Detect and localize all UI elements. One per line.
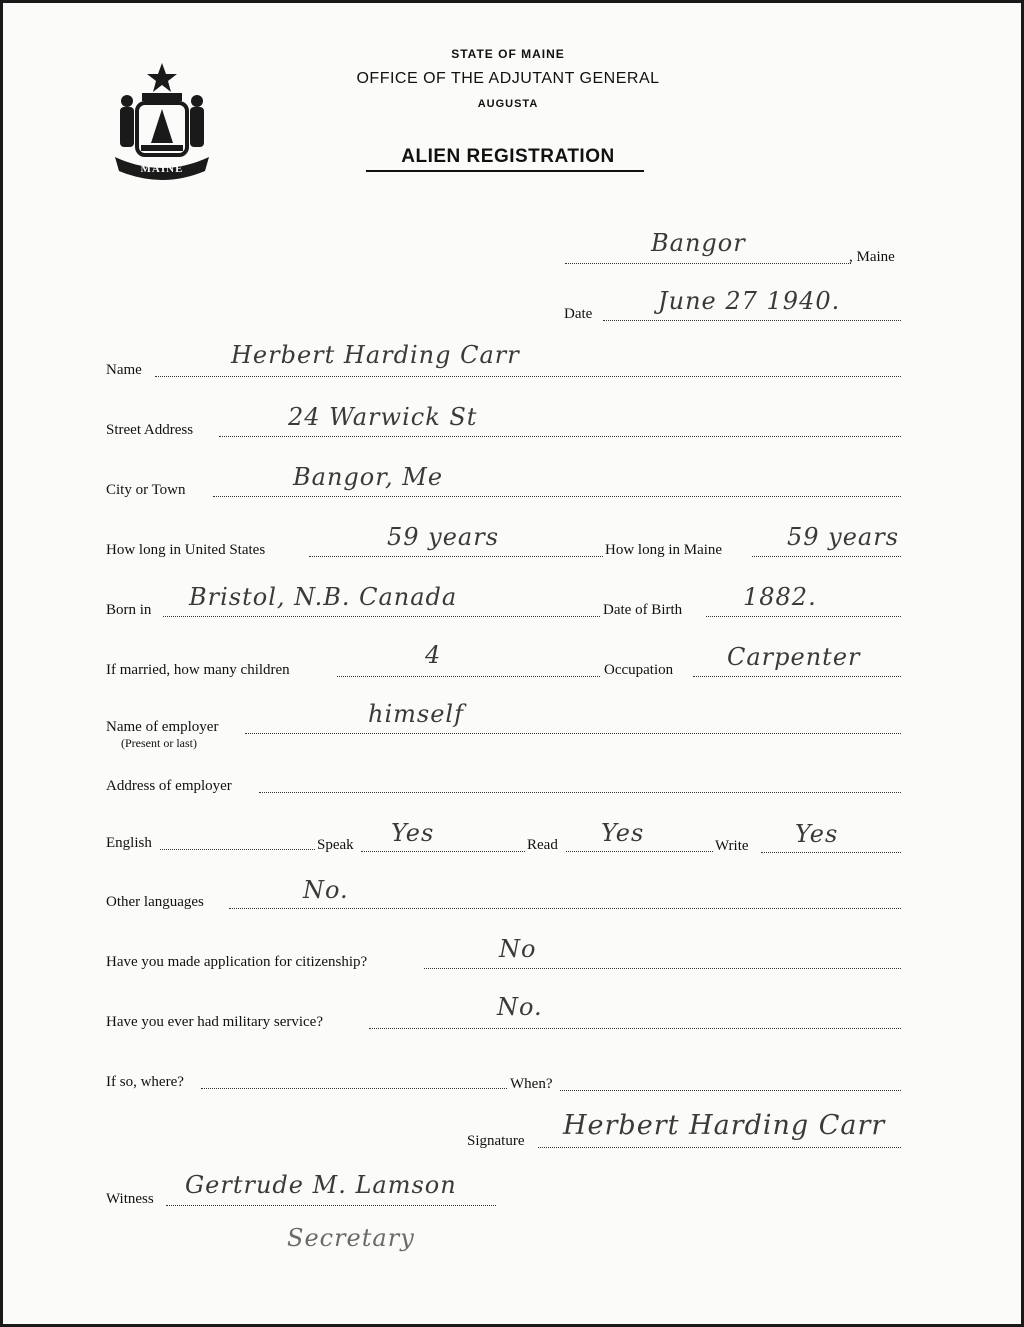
office-heading: OFFICE OF THE ADJUTANT GENERAL [356, 70, 660, 87]
citizenship-label: Have you made application for citizenship? [106, 954, 368, 970]
signature-line [538, 1147, 901, 1148]
how-long-maine-line [752, 556, 901, 557]
military-label: Have you ever had military service? [106, 1014, 323, 1030]
children-line [337, 676, 600, 677]
how-long-us-line [309, 556, 603, 557]
occupation-value[interactable]: Carpenter [727, 643, 861, 671]
street-label: Street Address [106, 422, 194, 438]
speak-value[interactable]: Yes [391, 819, 435, 847]
read-line [566, 851, 713, 852]
employer-line [245, 733, 901, 734]
how-long-maine-value[interactable]: 59 years [787, 523, 900, 551]
occupation-line [693, 676, 901, 677]
how-long-us-label: How long in United States [106, 542, 266, 558]
write-line [761, 852, 901, 853]
read-value[interactable]: Yes [601, 819, 645, 847]
city-line [213, 496, 901, 497]
where-label: If so, where? [106, 1074, 184, 1090]
witness-label: Witness [106, 1191, 154, 1207]
write-value[interactable]: Yes [795, 820, 839, 848]
witness-line [166, 1205, 496, 1206]
name-value[interactable]: Herbert Harding Carr [231, 341, 520, 369]
signature-value[interactable]: Herbert Harding Carr [563, 1110, 886, 1141]
street-line [219, 436, 901, 437]
citizenship-value[interactable]: No [499, 935, 537, 963]
date-line [603, 320, 901, 321]
city-value[interactable]: Bangor, Me [293, 463, 444, 491]
place-value[interactable]: Bangor [651, 229, 746, 257]
witness-title: Secretary [287, 1224, 415, 1252]
form-title: ALIEN REGISTRATION [401, 146, 615, 167]
employer-note: (Present or last) [121, 736, 197, 750]
witness-value[interactable]: Gertrude M. Lamson [185, 1171, 457, 1199]
how-long-us-value[interactable]: 59 years [387, 523, 500, 551]
children-label: If married, how many children [106, 662, 290, 678]
when-label: When? [510, 1076, 553, 1092]
read-label: Read [527, 837, 558, 853]
born-in-line [163, 616, 600, 617]
title-underline [366, 170, 644, 172]
english-line [160, 849, 315, 850]
occupation-label: Occupation [604, 662, 674, 678]
name-line [155, 376, 901, 377]
military-value[interactable]: No. [497, 993, 543, 1021]
when-line [560, 1090, 901, 1091]
born-in-value[interactable]: Bristol, N.B. Canada [189, 583, 458, 611]
date-of-birth-value[interactable]: 1882. [743, 583, 817, 611]
date-of-birth-line [706, 616, 901, 617]
employer-label: Name of employer [106, 719, 219, 735]
other-languages-label: Other languages [106, 894, 204, 910]
maine-state-seal-icon [107, 61, 217, 183]
name-label: Name [106, 362, 142, 378]
speak-line [361, 851, 525, 852]
where-line [201, 1088, 507, 1089]
citizenship-line [424, 968, 901, 969]
city-label: City or Town [106, 482, 186, 498]
date-of-birth-label: Date of Birth [603, 602, 683, 618]
svg-text:MAINE: MAINE [140, 163, 184, 175]
street-value[interactable]: 24 Warwick St [288, 403, 478, 431]
employer-address-line [259, 792, 901, 793]
other-languages-value[interactable]: No. [303, 876, 349, 904]
city-heading: AUGUSTA [477, 98, 539, 110]
children-value[interactable]: 4 [425, 641, 442, 669]
how-long-maine-label: How long in Maine [605, 542, 723, 558]
english-label: English [106, 835, 152, 851]
speak-label: Speak [317, 837, 354, 853]
date-value[interactable]: June 27 1940. [658, 287, 841, 315]
born-in-label: Born in [106, 602, 152, 618]
employer-address-label: Address of employer [106, 778, 232, 794]
place-line [565, 263, 851, 264]
signature-label: Signature [467, 1133, 525, 1149]
other-languages-line [229, 908, 901, 909]
write-label: Write [715, 838, 749, 854]
employer-value[interactable]: himself [368, 700, 464, 728]
maine-suffix: , Maine [849, 249, 895, 265]
date-label: Date [564, 306, 593, 322]
military-line [369, 1028, 901, 1029]
state-heading: STATE OF MAINE [451, 47, 565, 61]
